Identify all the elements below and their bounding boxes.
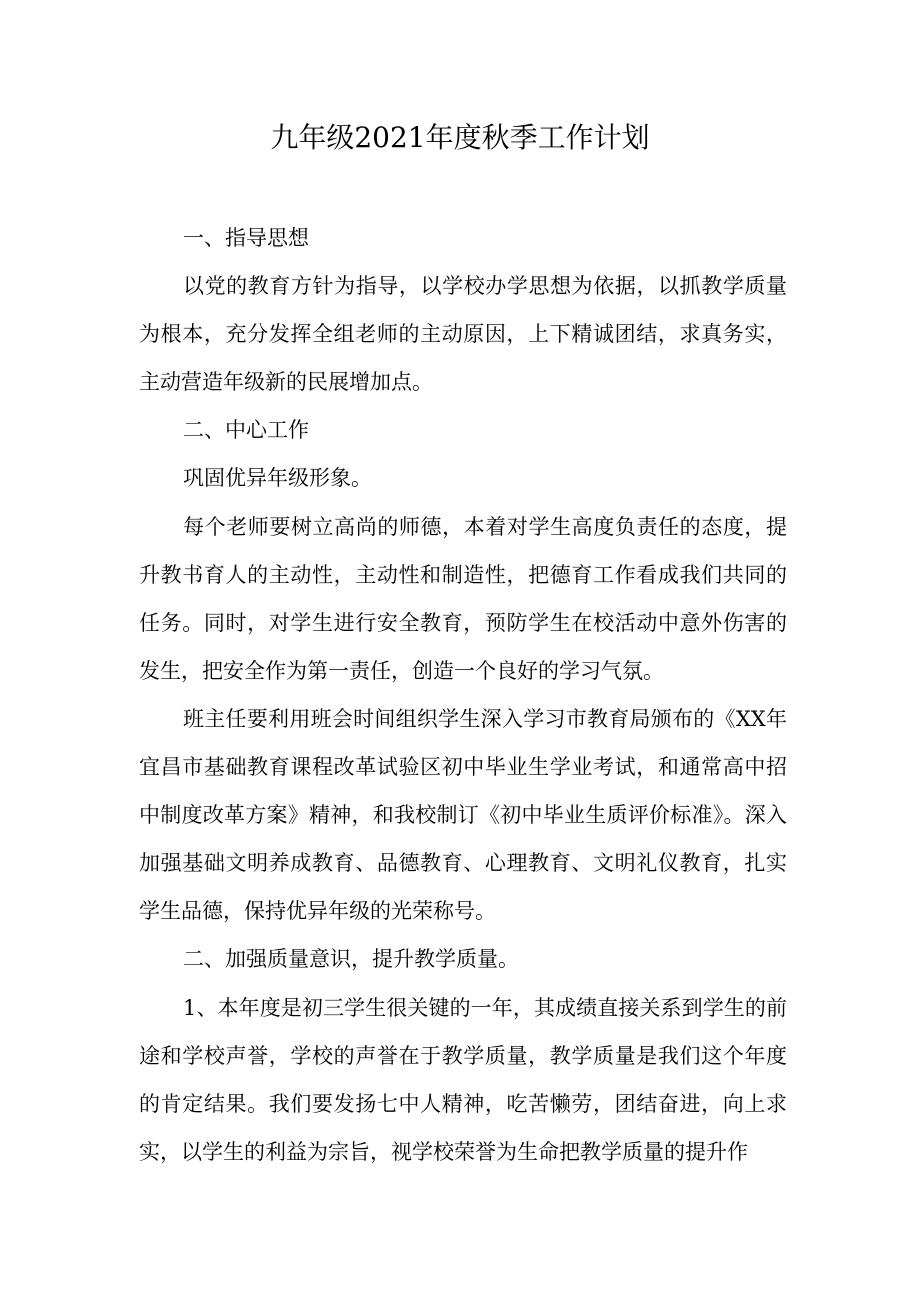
paragraph-guiding-ideology: 以党的教育方针为指导，以学校办学思想为依据，以抓教学质量为根本，充分发挥全组老师的主动原因，上下精诚团结，求真务实，主动营造年级新的民展增加点。 bbox=[139, 274, 787, 395]
paragraph-class-teacher: 班主任要利用班会时间组织学生深入学习市教育局颁布的《XX年宜昌市基础教育课程改革试验区初中毕业生学业考试，和通常高中招中制度改革方案》精神，和我校制订《初中毕业生质评价标准》。深入加强基础文明养成教育、品德教育、心理教育、文明礼仪教育，扎实学生品德，保持优异年级的光荣称号。 bbox=[139, 706, 787, 924]
document-body bbox=[139, 214, 787, 1176]
heading-quality-awareness: 二、加强质量意识，提升教学质量。 bbox=[183, 947, 519, 972]
document-title: 九年级2021年度秋季工作计划 bbox=[270, 121, 650, 154]
paragraph-key-year: 1、本年度是初三学生很关键的一年，其成绩直接关系到学生的前途和学校声誉，学校的声誉在于教学质量，教学质量是我们这个年度的肯定结果。我们要发扬七中人精神，吃苦懒劳，团结奋进，向上求实，以学生的利益为宗旨，视学校荣誉为生命把教学质量的提升作 bbox=[139, 995, 787, 1164]
paragraph-grade-image: 巩固优异年级形象。 bbox=[183, 466, 372, 491]
paragraph-teacher-ethics: 每个老师要树立高尚的师德，本着对学生高度负责任的态度，提升教书育人的主动性，主动性和制造性，把德育工作看成我们共同的任务。同时，对学生进行安全教育，预防学生在校活动中意外伤害的发生，把安全作为第一责任，创造一个良好的学习气氛。 bbox=[139, 514, 787, 683]
heading-guiding-ideology: 一、指导思想 bbox=[183, 226, 309, 250]
heading-central-work: 二、中心工作 bbox=[183, 418, 309, 443]
